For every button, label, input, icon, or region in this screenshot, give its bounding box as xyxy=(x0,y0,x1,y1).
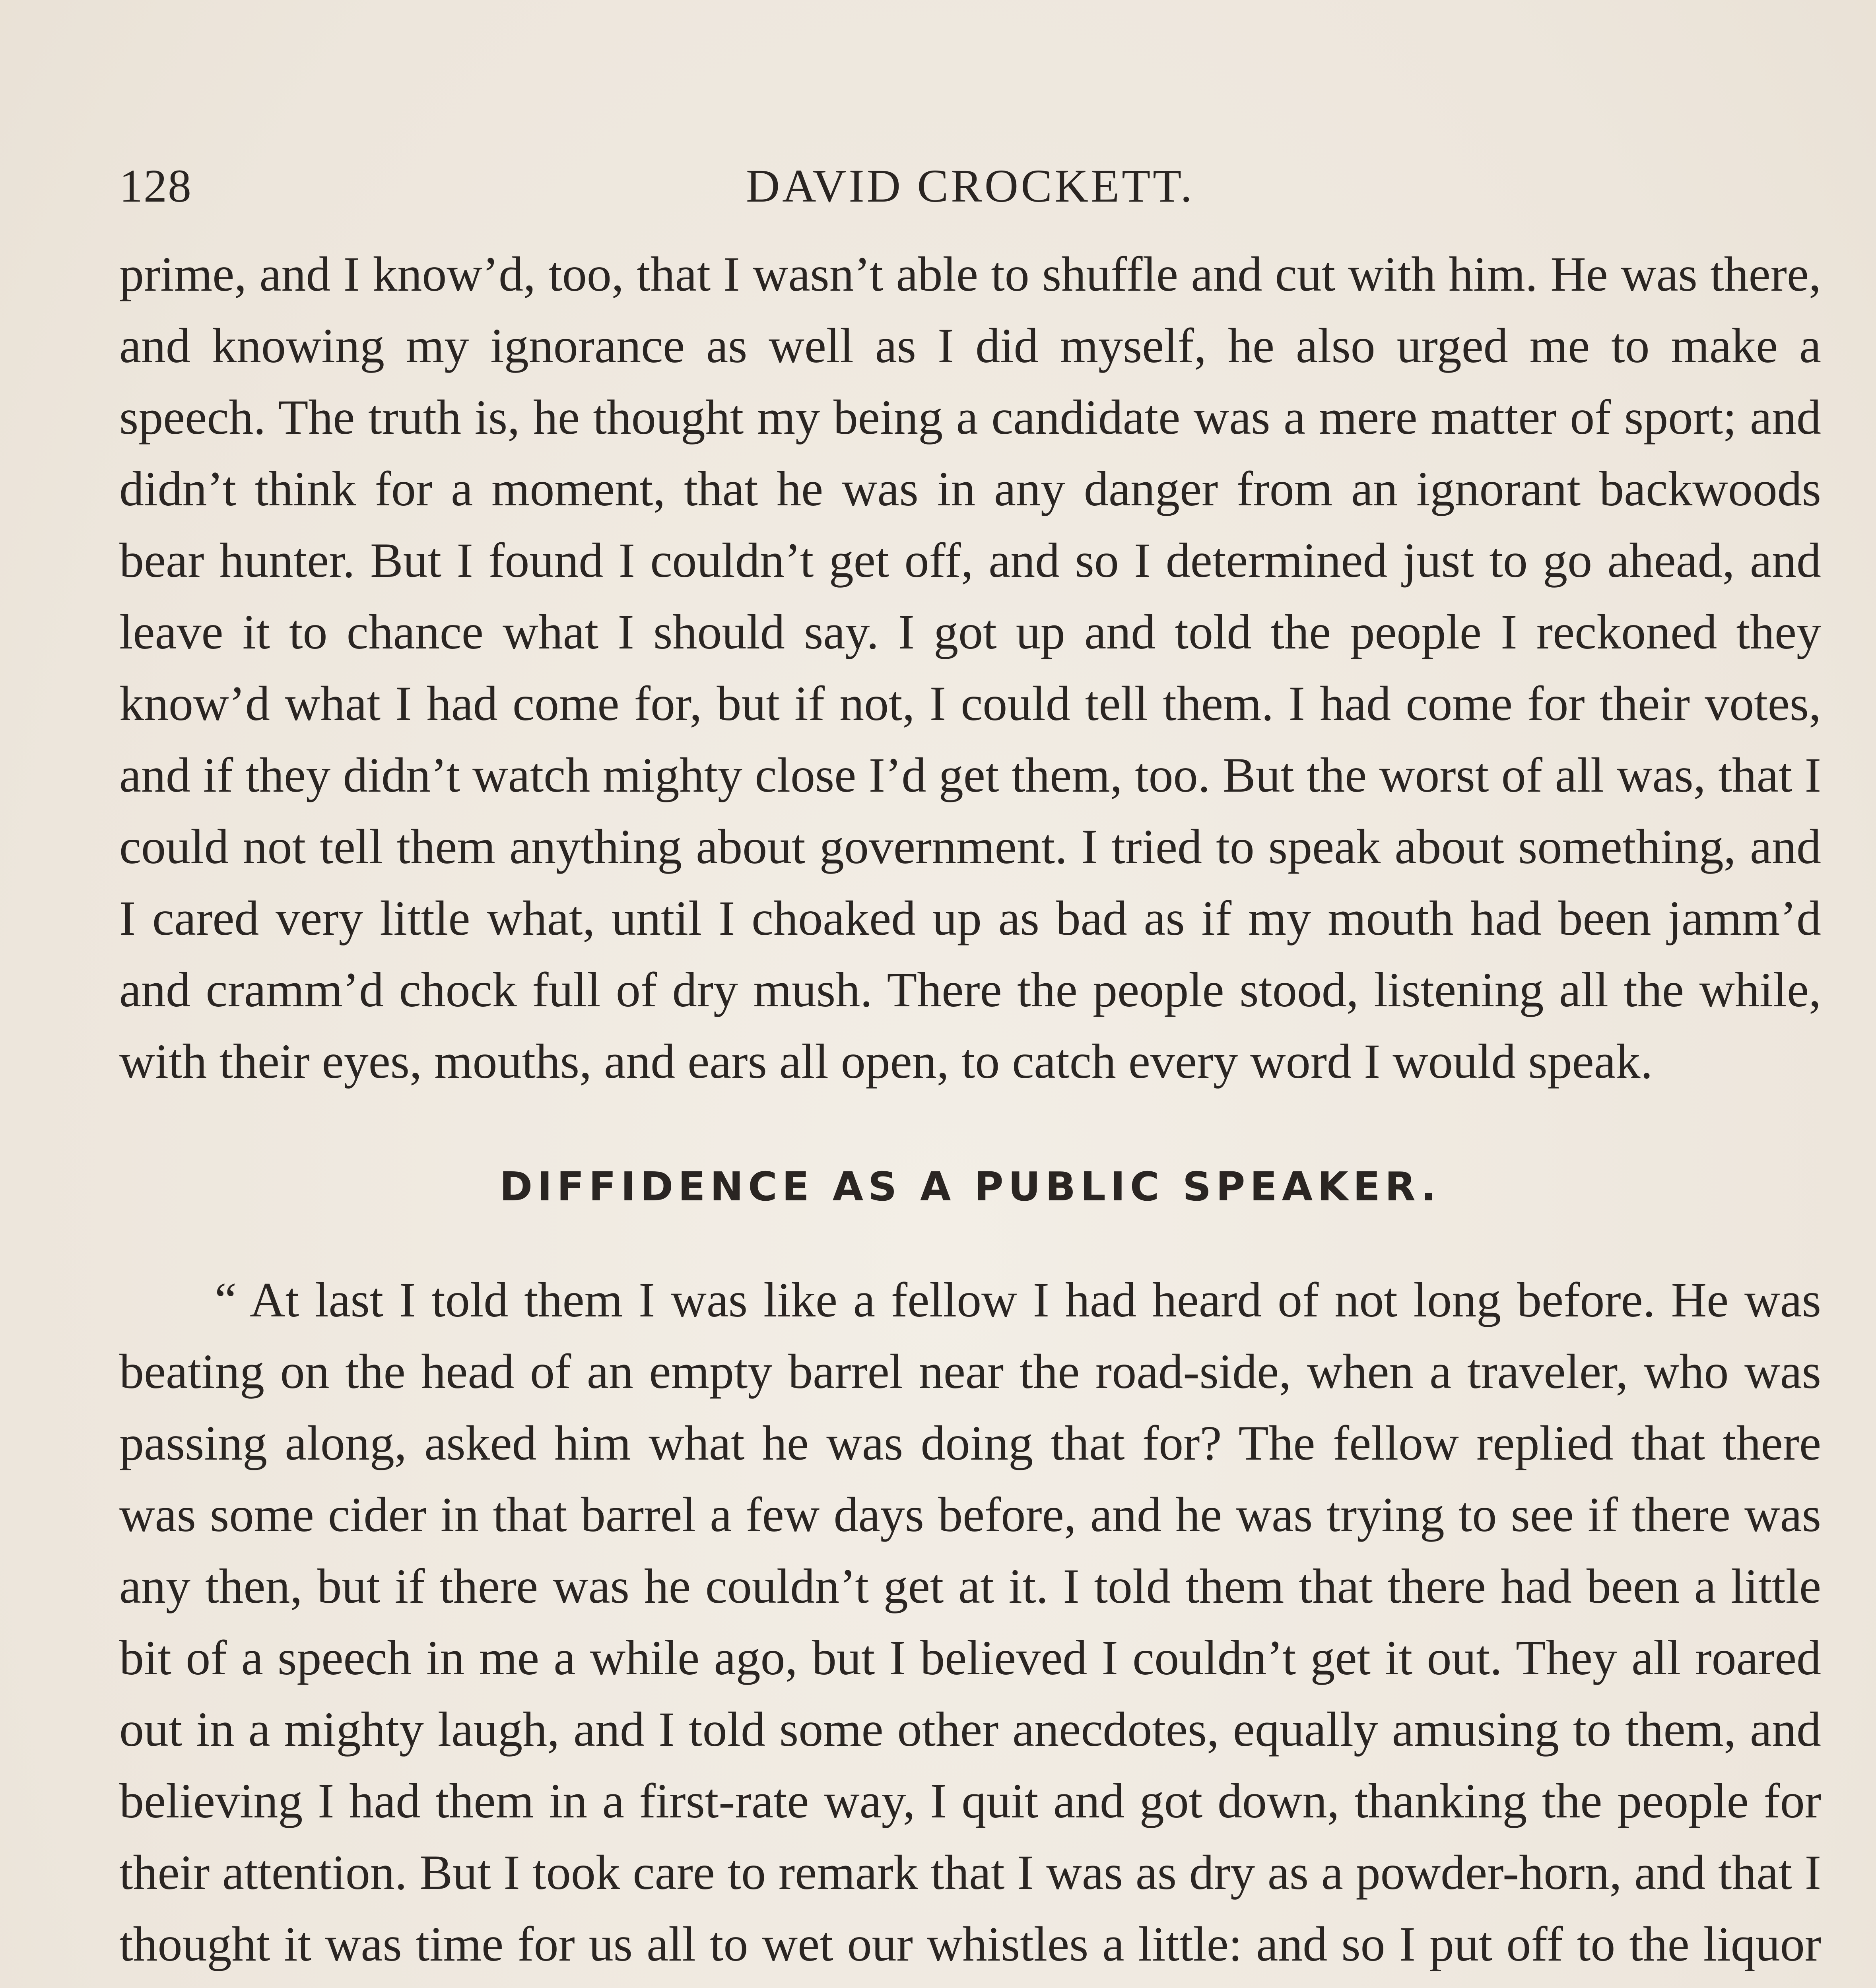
running-head xyxy=(119,159,1821,231)
page-number: 128 xyxy=(119,160,192,212)
paragraph-2: “ At last I told them I was like a fellow I had heard of not long before. He was beating on the head of an empty barrel near the road-side, when a traveler, who was passing along, asked him what he was doing that for? The fellow replied that there was some cider in that barrel a few days before, and he was trying to see if there was any then, but if there was he couldn’t get at it. I told them that there had been a little bit of a speech in me a while ago, but I believed I couldn’t get it out. They all roared out in a mighty laugh, and I told some other anecdotes, equally amusing to them, and believing I had them in a first-rate way, I quit and got down, thanking the people for their attention. But I took care to remark that I was as dry as a powder-horn, and that I thought it was time for us all to wet our whistles a little: and so I put off to the liquor xyxy=(119,1273,1821,1971)
book-title: DAVID CROCKETT. xyxy=(746,160,1194,212)
paragraph-1: prime, and I know’d, too, that I wasn’t able to shuffle and cut with him. He was there, and knowing my ignorance as well as I did myself, he also urged me to make a speech. The truth is, he thought my being a candidate was a mere matter of sport; and didn’t think for a moment, that he was in any danger from an ignorant backwoods bear hunter. But I found I couldn’t get off, and so I determined just to go ahead, and leave it to chance what I should say. I got up and told the people I reckoned they know’d what I had come for, but if not, I could tell them. I had come for their votes, and if they didn’t watch mighty close I’d get them, too. But the worst of all was, that I could not tell them anything about government. I tried to speak about something, and I cared very little what, until I choaked up as bad as if my mouth had been jamm’d and cramm’d chock full of dry mush. There the people stood, listening all the while, with their eyes, mouths, and ears all open, to catch every word I would speak. xyxy=(119,247,1821,1089)
section-heading: DIFFIDENCE AS A PUBLIC SPEAKER. xyxy=(499,1163,1441,1210)
body-text xyxy=(119,239,1821,1988)
